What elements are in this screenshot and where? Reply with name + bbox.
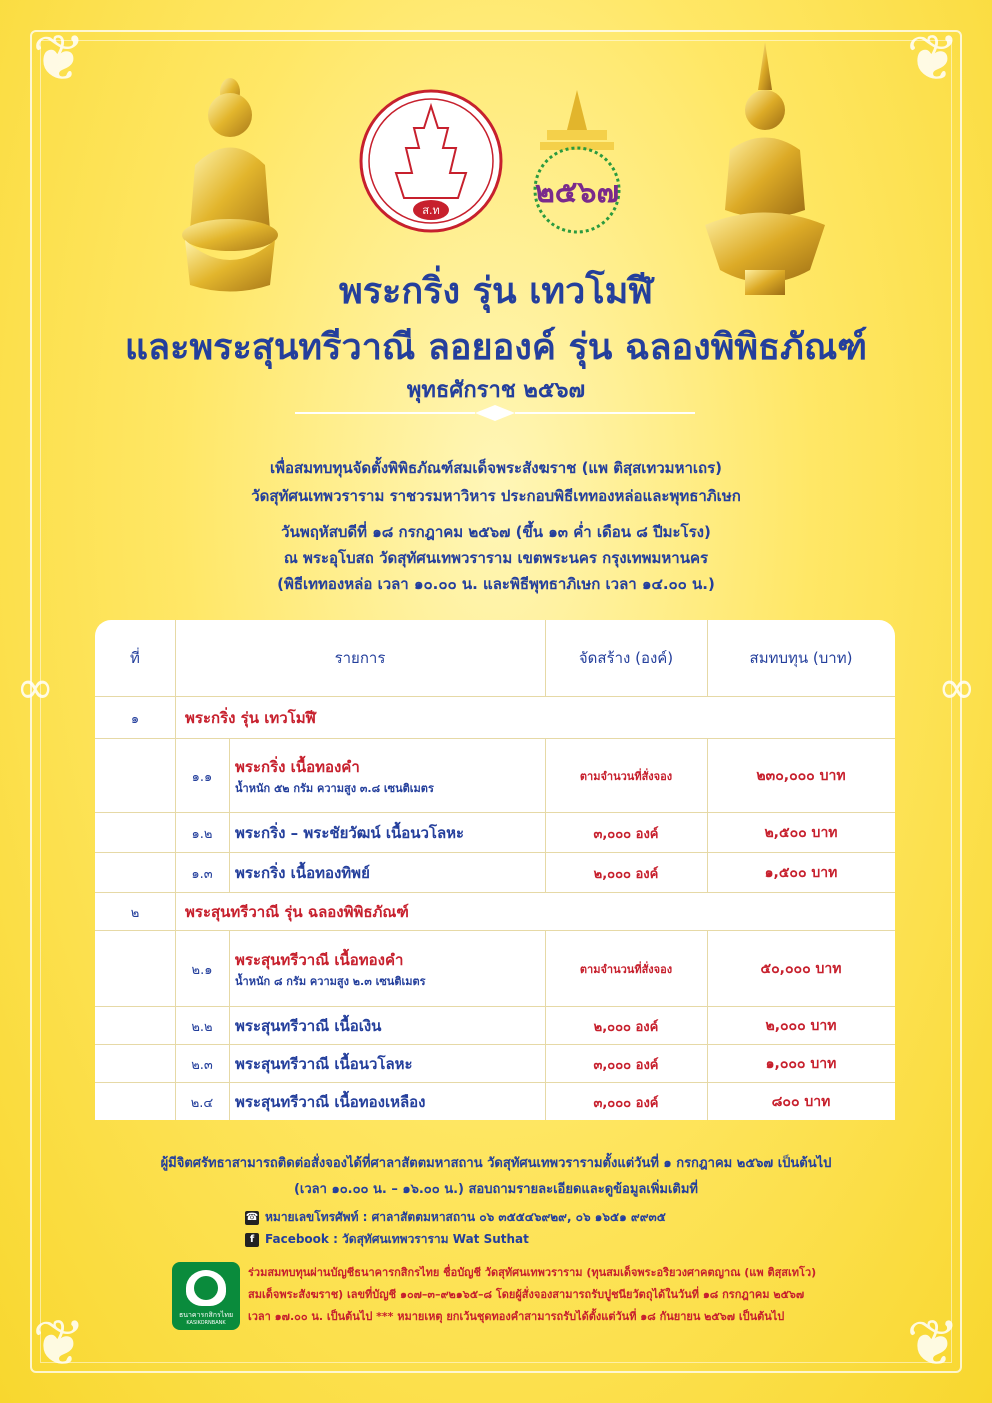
header-price: สมทบทุน (บาท) [749, 649, 853, 667]
contact-line2: (เวลา ๑๐.๐๐ น. – ๑๖.๐๐ น.) สอบถามรายละเอียดและดูข้อมูลเพิ่มเติมที่ [293, 1182, 698, 1197]
main-title-line1: พระกริ่ง รุ่น เทวโมฬี [338, 271, 654, 312]
ornament-divider-icon [285, 403, 705, 423]
section-title: พระกริ่ง รุ่น เทวโมฬี [185, 709, 316, 727]
side-ornament-icon: ∞ [16, 660, 55, 714]
bank-logo-name: ธนาคารกสิกรไทย [178, 1311, 234, 1319]
item-price: ๒๓๐,๐๐๐ บาท [756, 768, 846, 784]
corner-ornament-icon: ❦ [32, 1307, 86, 1381]
item-price: ๘๐๐ บาท [771, 1094, 831, 1110]
corner-ornament-icon: ❦ [32, 22, 86, 96]
header-qty: จัดสร้าง (องค์) [578, 649, 674, 667]
column-divider [545, 620, 546, 696]
item-no: ๑.๑ [191, 769, 213, 785]
column-divider [707, 738, 708, 892]
column-divider [707, 620, 708, 696]
table-row [95, 1044, 895, 1083]
item-name: พระกริ่ง เนื้อทองทิพย์ [235, 864, 370, 882]
item-name: พระสุนทรีวาณี เนื้อนวโลหะ [235, 1055, 413, 1073]
phone-line [245, 1208, 666, 1227]
section-no: ๑ [130, 711, 140, 727]
seal-text: ส.ท [422, 204, 440, 217]
item-spec: น้ำหนัก ๕๒ กรัม ความสูง ๓.๘ เซนติเมตร [235, 782, 434, 795]
item-qty: ๒,๐๐๐ องค์ [593, 1019, 659, 1035]
header-item: รายการ [334, 649, 386, 667]
contact-line1: ผู้มีจิตศรัทธาสามารถติดต่อสั่งจองได้ที่ศาลาสัตตมหาสถาน วัดสุทัศนเทพวรารามตั้งแต่วันที่ ๑ กรกฎาคม ๒๕๖๗ เป็นต้นไป [160, 1156, 832, 1171]
item-no: ๑.๓ [191, 866, 213, 882]
item-qty: ๓,๐๐๐ องค์ [593, 826, 659, 842]
description-line2: วัดสุทัศนเทพวราราม ราชวรมหาวิหาร ประกอบพิธีเททองหล่อและพุทธาภิเษก [251, 487, 741, 505]
kasikornbank-logo [172, 1262, 240, 1330]
facebook-icon: f [245, 1233, 259, 1247]
item-no: ๑.๒ [191, 826, 213, 842]
column-divider [545, 930, 546, 1120]
table-row [95, 738, 895, 813]
phone-text: หมายเลขโทรศัพท์ : ศาลาสัตตมหาสถาน ๐๖ ๓๕๕๔๖๙๒๙, ๐๖ ๑๖๕๑ ๙๙๓๕ [265, 1210, 666, 1224]
main-title-line2: และพระสุนทรีวาณี ลอยองค์ รุ่น ฉลองพิพิธภัณฑ์ [124, 327, 868, 368]
table-header-row [95, 620, 895, 696]
corner-ornament-icon: ❦ [906, 22, 960, 96]
item-no: ๒.๑ [191, 962, 213, 978]
column-divider [229, 930, 230, 1120]
section-title: พระสุนทรีวาณี รุ่น ฉลองพิพิธภัณฑ์ [185, 903, 409, 921]
ceremony-location: ณ พระอุโบสถ วัดสุทัศนเทพวราราม เขตพระนคร กรุงเทพมหานคร [283, 549, 709, 567]
column-divider [707, 930, 708, 1120]
item-qty: ตามจำนวนที่สั่งจอง [579, 963, 673, 976]
section-no: ๒ [130, 905, 140, 921]
ceremony-time: (พิธีเททองหล่อ เวลา ๑๐.๐๐ น. และพิธีพุทธาภิเษก เวลา ๑๔.๐๐ น.) [277, 575, 715, 593]
item-price: ๒,๕๐๐ บาท [764, 825, 838, 841]
header-no: ที่ [130, 649, 140, 667]
item-name: พระกริ่ง เนื้อทองคำ [235, 758, 360, 776]
table-row [95, 1006, 895, 1045]
item-name: พระกริ่ง – พระชัยวัฒน์ เนื้อนวโลหะ [235, 824, 465, 842]
item-price: ๕๐,๐๐๐ บาท [760, 961, 842, 977]
bank-info-line1: ร่วมสมทบทุนผ่านบัญชีธนาคารกสิกรไทย ชื่อบัญชี วัดสุทัศนเทพวราราม (ทุนสมเด็จพระอริยวงศาคตญาณ (แพ ติสฺสเทโว) [248, 1266, 817, 1279]
bank-info-line2: สมเด็จพระสังฆราช) เลขที่บัญชี ๑๐๗–๓–๙๒๑๖๕–๘ โดยผู้สั่งจองสามารถรับปูชนียวัตถุได้ในวันที่ ๑๘ กรกฎาคม ๒๕๖๗ [248, 1288, 805, 1301]
item-price: ๑,๕๐๐ บาท [764, 865, 838, 881]
item-no: ๒.๒ [191, 1019, 213, 1035]
price-table [95, 620, 895, 1120]
phone-icon: ☎ [245, 1211, 259, 1223]
table-row [95, 852, 895, 893]
item-spec: น้ำหนัก ๘ กรัม ความสูง ๒.๓ เซนติเมตร [235, 975, 426, 988]
column-divider [229, 738, 230, 892]
item-name: พระสุนทรีวาณี เนื้อเงิน [235, 1017, 382, 1035]
facebook-line [245, 1230, 529, 1249]
item-qty: ๓,๐๐๐ องค์ [593, 1057, 659, 1073]
column-divider [175, 620, 176, 1120]
item-qty: ตามจำนวนที่สั่งจอง [579, 770, 673, 783]
anniversary-emblem-logo [512, 80, 642, 240]
item-qty: ๒,๐๐๐ องค์ [593, 866, 659, 882]
table-row [95, 812, 895, 853]
column-divider [545, 738, 546, 892]
description-line1: เพื่อสมทบทุนจัดตั้งพิพิธภัณฑ์สมเด็จพระสังฆราช (แพ ติสฺสเทวมหาเถร) [269, 459, 723, 477]
corner-ornament-icon: ❦ [906, 1307, 960, 1381]
item-name: พระสุนทรีวาณี เนื้อทองคำ [235, 951, 404, 969]
item-price: ๑,๐๐๐ บาท [765, 1056, 837, 1072]
side-ornament-icon: ∞ [937, 660, 976, 714]
bank-info-line3: เวลา ๑๗.๐๐ น. เป็นต้นไป *** หมายเหตุ ยกเว้นชุดทองคำสามารถรับได้ตั้งแต่วันที่ ๑๘ กันยายน ๒๕๖๗ เป็นต้นไป [248, 1310, 785, 1323]
table-row [95, 1082, 895, 1120]
bank-logo-sub: KASIKORNBANK [186, 1320, 226, 1326]
item-name: พระสุนทรีวาณี เนื้อทองเหลือง [235, 1093, 426, 1111]
item-no: ๒.๔ [190, 1095, 214, 1111]
table-section-row [95, 696, 895, 739]
table-section-row [95, 892, 895, 931]
main-title-year: พุทธศักราช ๒๕๖๗ [406, 378, 586, 403]
temple-seal-logo [358, 88, 504, 234]
facebook-text: Facebook : วัดสุทัศนเทพวราราม Wat Suthat [265, 1232, 529, 1246]
item-qty: ๓,๐๐๐ องค์ [593, 1095, 659, 1111]
item-no: ๒.๓ [191, 1057, 213, 1073]
emblem-text: ๒๕๖๗ [534, 175, 620, 210]
item-price: ๒,๐๐๐ บาท [765, 1018, 837, 1034]
table-row [95, 930, 895, 1007]
sunthari-wani-statue-image [700, 40, 830, 300]
ceremony-date: วันพฤหัสบดีที่ ๑๘ กรกฎาคม ๒๕๖๗ (ขึ้น ๑๓ ค่ำ เดือน ๘ ปีมะโรง) [281, 523, 711, 541]
bank-info [248, 1262, 908, 1328]
